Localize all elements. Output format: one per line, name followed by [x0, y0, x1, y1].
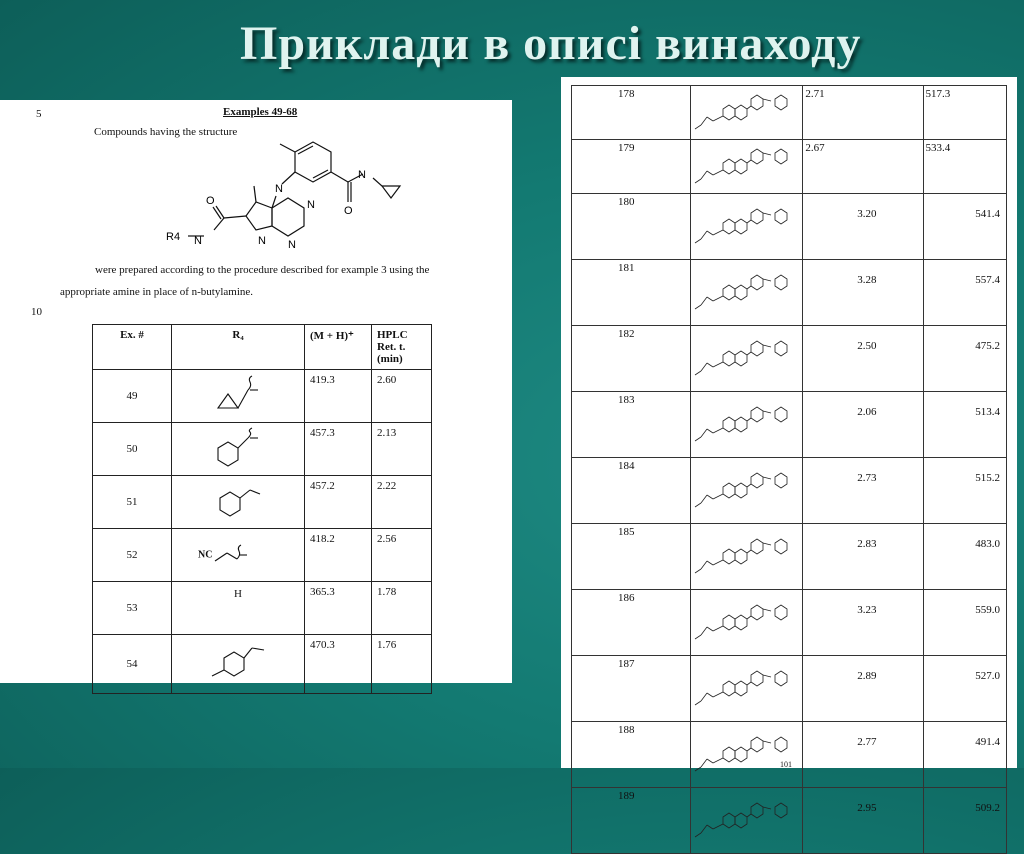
- cell-mass: 475.2: [923, 326, 1006, 392]
- cell-ex: 188: [572, 722, 691, 788]
- methylpyridinylethyl-structure: [206, 642, 270, 684]
- table-row: [572, 392, 1007, 458]
- cell-ex: 49: [93, 370, 172, 423]
- cell-mass: 483.0: [923, 524, 1006, 590]
- cell-r4-structure: [172, 529, 305, 582]
- table-row: [572, 590, 1007, 656]
- struct-label-nh: N: [275, 183, 283, 195]
- cell-ex: 181: [572, 260, 691, 326]
- cell-retention: 3.28: [803, 260, 923, 326]
- compound-structure-drawing: [691, 533, 801, 577]
- chemical-structure-drawing: [160, 140, 410, 260]
- patent-page-right: [561, 77, 1017, 814]
- cell-retention: 2.89: [803, 656, 923, 722]
- cell-ex: 53: [93, 582, 172, 635]
- struct-label-n: N: [307, 199, 315, 211]
- compound-structure-drawing: [691, 89, 801, 133]
- cell-ex: 50: [93, 423, 172, 476]
- examples-heading: Examples 49-68: [223, 106, 298, 118]
- cell-ex: 52: [93, 529, 172, 582]
- pyrazinylethyl-structure: [208, 480, 268, 522]
- table-row: [93, 529, 432, 582]
- cyclopropylmethyl-structure: [208, 376, 268, 414]
- cell-ex: 180: [572, 194, 691, 260]
- cell-mh: 418.2: [305, 529, 372, 582]
- cell-mass: 513.4: [923, 392, 1006, 458]
- intro-text: Compounds having the structure: [94, 126, 238, 138]
- struct-label-r4: R4: [166, 231, 181, 243]
- col-header-r4: R₄: [172, 325, 305, 370]
- procedure-text: appropriate amine in place of n-butylamine.: [60, 286, 254, 298]
- cell-ex: 186: [572, 590, 691, 656]
- cell-ex: 183: [572, 392, 691, 458]
- cell-hplc: 1.78: [372, 582, 432, 635]
- table-row: [93, 423, 432, 476]
- cell-hplc: 2.56: [372, 529, 432, 582]
- cell-retention: 2.83: [803, 524, 923, 590]
- cell-ex: 187: [572, 656, 691, 722]
- cell-mh: 457.3: [305, 423, 372, 476]
- cell-ex: 51: [93, 476, 172, 529]
- cell-r4-structure: [172, 635, 305, 694]
- struct-label-n: N: [258, 235, 266, 247]
- cell-mass: 559.0: [923, 590, 1006, 656]
- cell-r4-structure: [172, 476, 305, 529]
- compound-structure-drawing: [691, 797, 801, 841]
- compound-table: [571, 85, 1007, 854]
- table-row: [93, 635, 432, 694]
- table-row: [572, 86, 1007, 140]
- cell-mh: 365.3: [305, 582, 372, 635]
- table-row: [93, 476, 432, 529]
- page-number: 101: [780, 760, 792, 769]
- cell-retention: 2.50: [803, 326, 923, 392]
- cell-mass: 515.2: [923, 458, 1006, 524]
- table-row: [572, 326, 1007, 392]
- table-row: [572, 194, 1007, 260]
- col-header-ex: Ex. #: [93, 325, 172, 370]
- cell-mass: 541.4: [923, 194, 1006, 260]
- cell-hplc: 2.13: [372, 423, 432, 476]
- cell-retention: 2.73: [803, 458, 923, 524]
- struct-label-n: N: [194, 235, 202, 247]
- struct-label-o: O: [344, 205, 353, 217]
- table-row: [572, 722, 1007, 788]
- cell-structure: [691, 524, 803, 590]
- cell-mass: 509.2: [923, 788, 1006, 854]
- cell-structure: [691, 260, 803, 326]
- cell-r4: H: [172, 582, 305, 635]
- cell-structure: [691, 140, 803, 194]
- cell-mh: 470.3: [305, 635, 372, 694]
- cell-structure: [691, 86, 803, 140]
- cell-hplc: 1.76: [372, 635, 432, 694]
- cell-retention: 2.67: [803, 140, 923, 194]
- compound-structure-drawing: [691, 599, 801, 643]
- cell-retention: 2.06: [803, 392, 923, 458]
- cell-hplc: 2.60: [372, 370, 432, 423]
- compound-structure-drawing: [691, 401, 801, 445]
- cell-retention: 3.23: [803, 590, 923, 656]
- cell-structure: [691, 392, 803, 458]
- cell-retention: 2.71: [803, 86, 923, 140]
- cell-structure: [691, 590, 803, 656]
- cell-retention: 2.95: [803, 788, 923, 854]
- patent-page-left: [0, 100, 512, 683]
- cell-mh: 457.2: [305, 476, 372, 529]
- compound-structure-drawing: [691, 203, 801, 247]
- cell-structure: [691, 326, 803, 392]
- cell-structure: [691, 656, 803, 722]
- cell-ex: 178: [572, 86, 691, 140]
- table-row: [572, 656, 1007, 722]
- table-row: [572, 140, 1007, 194]
- cell-r4-structure: [172, 370, 305, 423]
- cell-ex: 189: [572, 788, 691, 854]
- struct-label-n: N: [288, 239, 296, 251]
- struct-label-n: N: [358, 169, 366, 181]
- pyrimidinylmethyl-structure: [208, 428, 268, 468]
- cell-ex: 179: [572, 140, 691, 194]
- cell-structure: [691, 788, 803, 854]
- table-row: [93, 370, 432, 423]
- table-row: [572, 788, 1007, 854]
- cell-ex: 54: [93, 635, 172, 694]
- cell-ex: 185: [572, 524, 691, 590]
- procedure-text: were prepared according to the procedure described for example 3 using the: [95, 264, 430, 276]
- r4-nc-label: NC: [198, 549, 213, 561]
- cell-mh: 419.3: [305, 370, 372, 423]
- cell-ex: 184: [572, 458, 691, 524]
- table-row: [572, 458, 1007, 524]
- cell-structure: [691, 194, 803, 260]
- compound-structure-drawing: [691, 335, 801, 379]
- col-header-mh: (M + H)⁺: [305, 325, 372, 370]
- cell-hplc: 2.22: [372, 476, 432, 529]
- cell-mass: 517.3: [923, 86, 1006, 140]
- cell-structure: [691, 458, 803, 524]
- slide-title: Приклади в описі винаходу: [240, 17, 862, 70]
- compound-structure-drawing: [691, 665, 801, 709]
- compound-structure-drawing: [691, 143, 801, 187]
- examples-table: [92, 324, 432, 694]
- line-number: 10: [31, 306, 42, 318]
- cell-mass: 557.4: [923, 260, 1006, 326]
- cell-retention: 2.77: [803, 722, 923, 788]
- cell-structure: [691, 722, 803, 788]
- cell-ex: 182: [572, 326, 691, 392]
- table-row: [572, 524, 1007, 590]
- cell-mass: 527.0: [923, 656, 1006, 722]
- cell-mass: 533.4: [923, 140, 1006, 194]
- compound-structure-drawing: [691, 269, 801, 313]
- table-header-row: [93, 325, 432, 370]
- col-header-hplc: HPLC Ret. t. (min): [372, 325, 432, 370]
- table-row: [93, 582, 432, 635]
- cell-mass: 491.4: [923, 722, 1006, 788]
- cell-r4-structure: [172, 423, 305, 476]
- line-number: 5: [36, 108, 42, 120]
- cell-retention: 3.20: [803, 194, 923, 260]
- table-row: [572, 260, 1007, 326]
- compound-structure-drawing: [691, 467, 801, 511]
- cyanoethyl-structure: [215, 541, 255, 569]
- struct-label-o: O: [206, 195, 215, 207]
